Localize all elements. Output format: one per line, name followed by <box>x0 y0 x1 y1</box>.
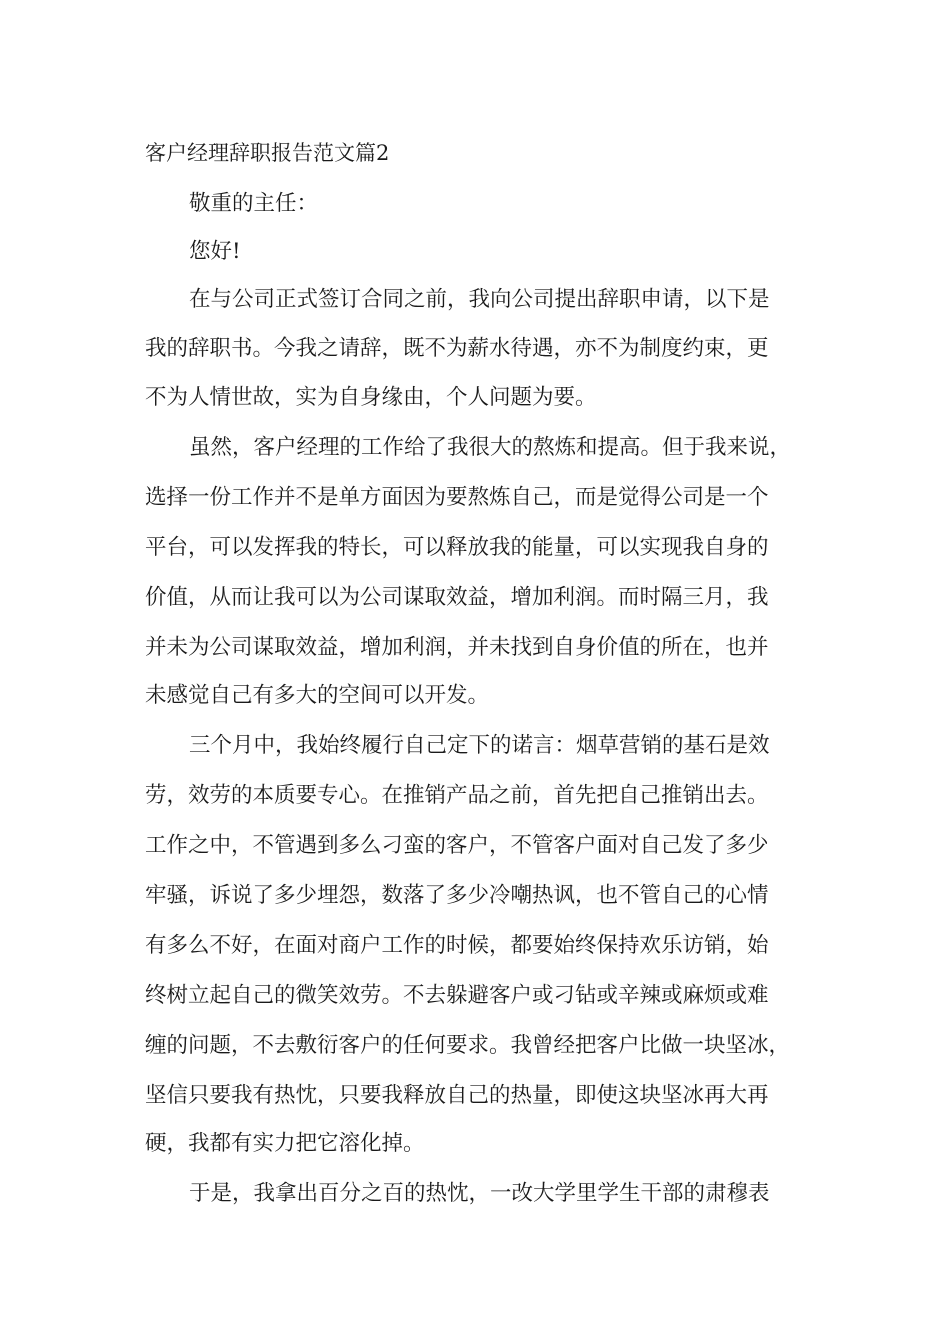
text-line: 价值，从而让我可以为公司谋取效益，增加利润。而时隔三月，我 <box>145 585 769 610</box>
text-line: 终树立起自己的微笑效劳。不去躲避客户或刁钻或辛辣或麻烦或难 <box>145 983 769 1008</box>
text-line: 坚信只要我有热忱，只要我释放自己的热量，即使这块坚冰再大再 <box>145 1083 769 1108</box>
text-line: 有多么不好，在面对商户工作的时候，都要始终保持欢乐访销，始 <box>145 933 769 958</box>
text-line: 工作之中，不管遇到多么刁蛮的客户，不管客户面对自己发了多少 <box>145 833 769 858</box>
text-line: 选择一份工作并不是单方面因为要熬炼自己，而是觉得公司是一个 <box>145 485 769 510</box>
text-line: 于是，我拿出百分之百的热忱，一改大学里学生干部的肃穆表 <box>189 1181 770 1206</box>
text-line: 未感觉自己有多大的空间可以开发。 <box>145 683 490 708</box>
text-line: 在与公司正式签订合同之前，我向公司提出辞职申请，以下是 <box>189 287 770 312</box>
salutation: 敬重的主任： <box>189 191 319 216</box>
text-line: 三个月中，我始终履行自己定下的诺言：烟草营销的基石是效 <box>189 733 770 758</box>
text-line: 我的辞职书。今我之请辞，既不为薪水待遇，亦不为制度约束，更 <box>145 336 769 361</box>
text-line: 不为人情世故，实为自身缘由，个人问题为要。 <box>145 385 597 410</box>
text-line: 劳，效劳的本质要专心。在推销产品之前，首先把自己推销出去。 <box>145 783 769 808</box>
text-line: 虽然，客户经理的工作给了我很大的熬炼和提高。但于我来说， <box>189 435 792 460</box>
text-line: 牢骚，诉说了多少埋怨，数落了多少冷嘲热讽，也不管自己的心情 <box>145 883 769 908</box>
text-line: 并未为公司谋取效益，增加利润，并未找到自身价值的所在，也并 <box>145 635 769 660</box>
text-line: 硬，我都有实力把它溶化掉。 <box>145 1131 425 1156</box>
text-line: 平台，可以发挥我的特长，可以释放我的能量，可以实现我自身的 <box>145 535 769 560</box>
text-line: 缠的问题，不去敷衍客户的任何要求。我曾经把客户比做一块坚冰， <box>145 1033 791 1058</box>
document-title: 客户经理辞职报告范文篇2 <box>145 141 390 165</box>
greeting: 您好! <box>189 239 241 264</box>
